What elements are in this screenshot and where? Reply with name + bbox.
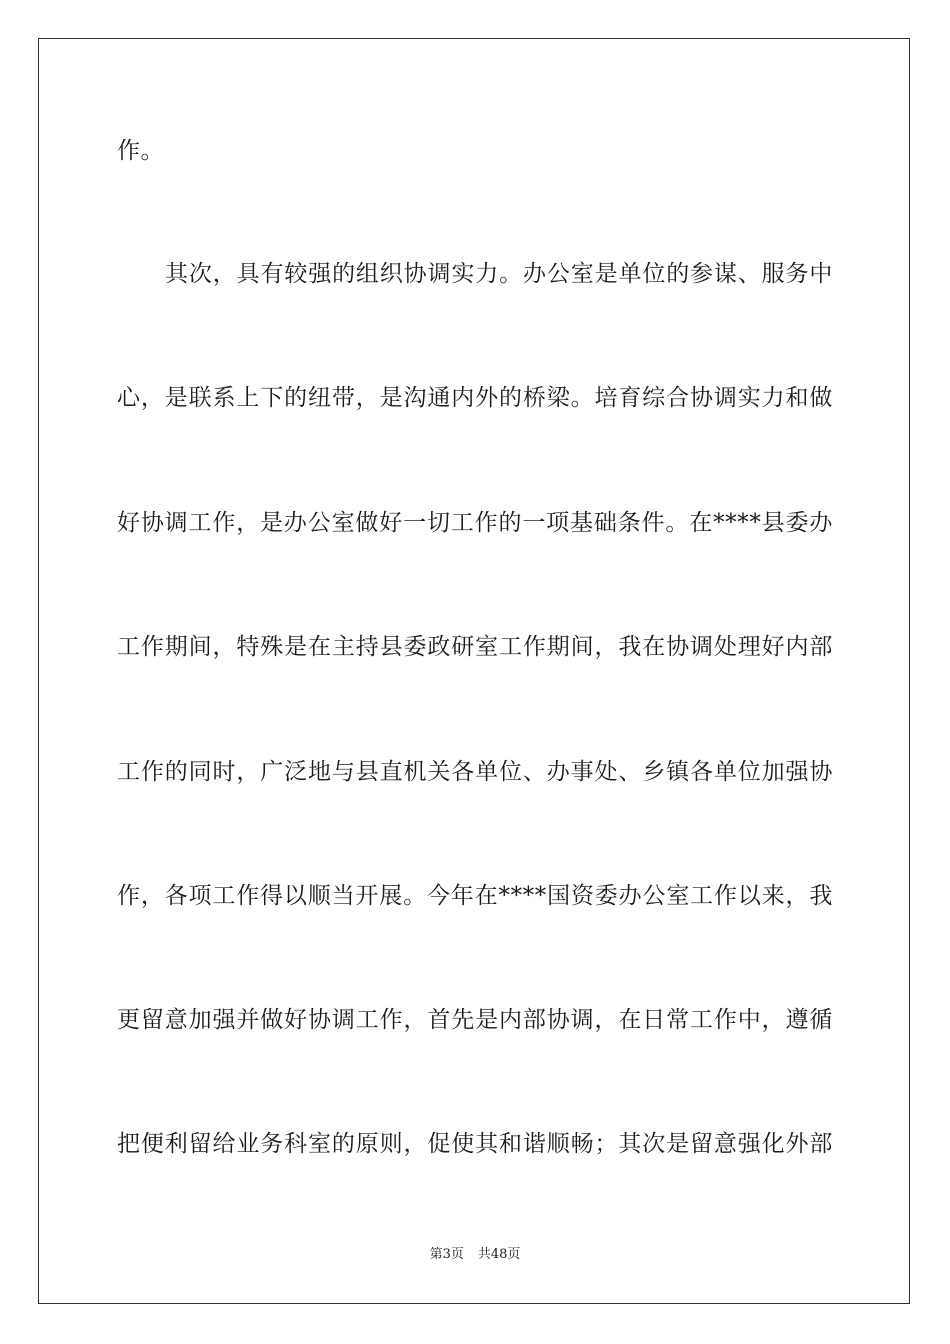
text-line: 好协调工作，是办公室做好一切工作的一项基础条件。在****县委办 <box>117 510 833 536</box>
page-border <box>38 38 910 1304</box>
page-total: 共48页 <box>477 1247 521 1262</box>
paragraph-first-line: 其次，具有较强的组织协调实力。办公室是单位的参谋、服务中 <box>165 261 833 287</box>
text-line: 更留意加强并做好协调工作，首先是内部协调，在日常工作中，遵循 <box>117 1007 833 1033</box>
text-line: 作，各项工作得以顺当开展。今年在****国资委办公室工作以来，我 <box>117 883 833 909</box>
text-line: 工作期间，特殊是在主持县委政研室工作期间，我在协调处理好内部 <box>117 634 833 660</box>
page-footer <box>0 1246 950 1264</box>
text-line: 工作的同时，广泛地与县直机关各单位、办事处、乡镇各单位加强协 <box>117 759 833 785</box>
text-line: 把便利留给业务科室的原则，促使其和谐顺畅；其次是留意强化外部 <box>117 1131 833 1157</box>
text-line: 心，是联系上下的纽带，是沟通内外的桥梁。培育综合协调实力和做 <box>117 385 833 411</box>
text-line: 作。 <box>117 138 165 164</box>
page-number: 第3页 <box>429 1247 464 1262</box>
